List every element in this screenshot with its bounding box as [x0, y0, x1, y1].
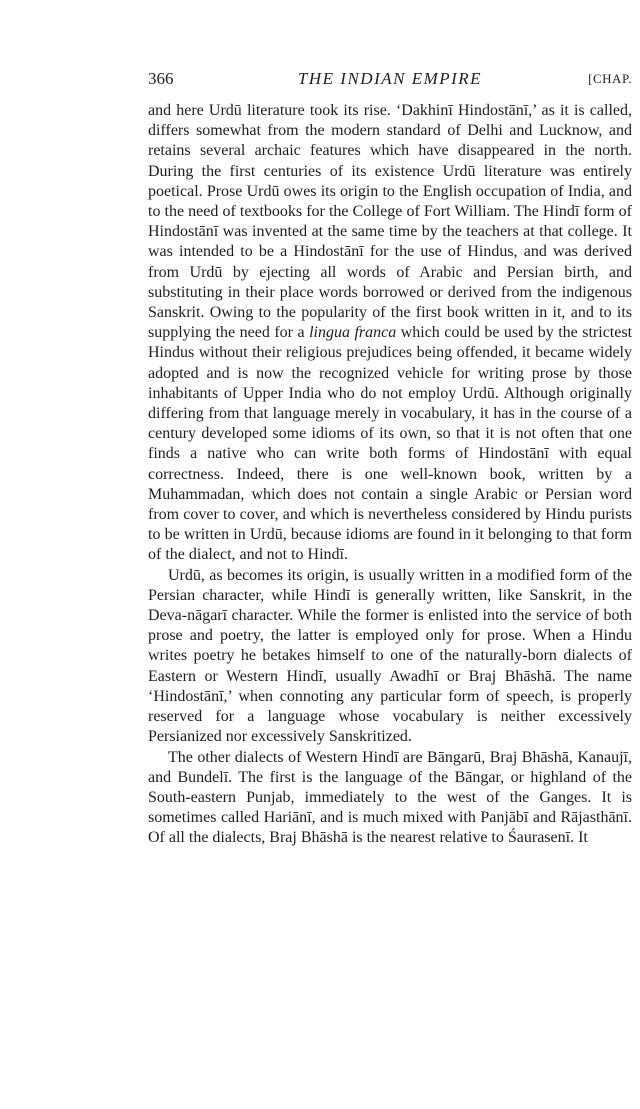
chapter-marker: [CHAP. [588, 71, 632, 86]
paragraph-text: which could be used by the strictest Hindus without their religious prejudices being offended, it became widely adopted and is now the recognized vehicle for writing prose by those inhabitants of Upper India who do not employ Urdū. Although originally differing from that language merely in vocabulary, it has in the course of a century developed some idioms of its own, so that it is not often that one finds a native who can write both forms of Hindostānī with equal correctness. Indeed, there is one well-known book, written by a Muhammadan, which does not contain a single Arabic or Persian word from cover to cover, and which is nevertheless considered by Hindu purists to be written in Urdū, because idioms are found in it belonging to that form of the dialect, and not to Hindī. [148, 324, 633, 564]
paragraph-text: The other dialects of Western Hindī are Bāngarū, Braj Bhāshā, Kanaujī, and Bundelī. The first is the language of the Bāngar, or highland of the South-eastern Punjab, immediately to the west of the Ganges. It is sometimes called Hariānī, and is much mixed with Panjābī and Rājasthānī. Of all the dialects, Braj Bhāshā is the nearest relative to Śaurasenī. It [148, 748, 632, 847]
paragraph-1 [148, 101, 632, 566]
page-number: 366 [148, 69, 174, 88]
paragraph-3 [148, 748, 632, 849]
paragraph-text: Urdū, as becomes its origin, is usually written in a modified form of the Persian character, while Hindī is generally written, like Sanskrit, in the Deva-nāgarī character. While the former is enlisted into the service of both prose and poetry, the latter is employed only for prose. When a Hindu writes poetry he betakes himself to one of the naturally-born dialects of Eastern or Western Hindī, usually Awadhī or Braj Bhāshā. The name ‘Hindostānī,’ when connoting any particular form of speech, is properly reserved for a language whose vocabulary is neither excessively Persianized nor excessively Sanskritized. [148, 566, 632, 746]
paragraph-text: and here Urdū literature took its rise. ‘Dakhinī Hindostānī,’ as it is called, differs somewhat from the modern standard of Delhi and Lucknow, and retains several archaic features which have disappeared in the north. During the first centuries of its existence Urdū literature was entirely poetical. Prose Urdū owes its origin to the English occupation of India, and to the need of textbooks for the College of Fort William. The Hindī form of Hindostānī was invented at the same time by the teachers at that college. It was intended to be a Hindostānī for the use of Hindus, and was derived from Urdū by ejecting all words of Arabic and Persian birth, and substituting in their place words borrowed or derived from the indigenous Sanskrit. Owing to the popularity of the first book written in it, and to its supplying the need for a [148, 102, 632, 342]
running-title: THE INDIAN EMPIRE [297, 69, 483, 88]
page-header [148, 66, 632, 92]
paragraph-2 [148, 566, 632, 748]
book-page [148, 66, 632, 849]
body-text [148, 101, 632, 849]
italic-phrase: lingua franca [309, 324, 397, 342]
